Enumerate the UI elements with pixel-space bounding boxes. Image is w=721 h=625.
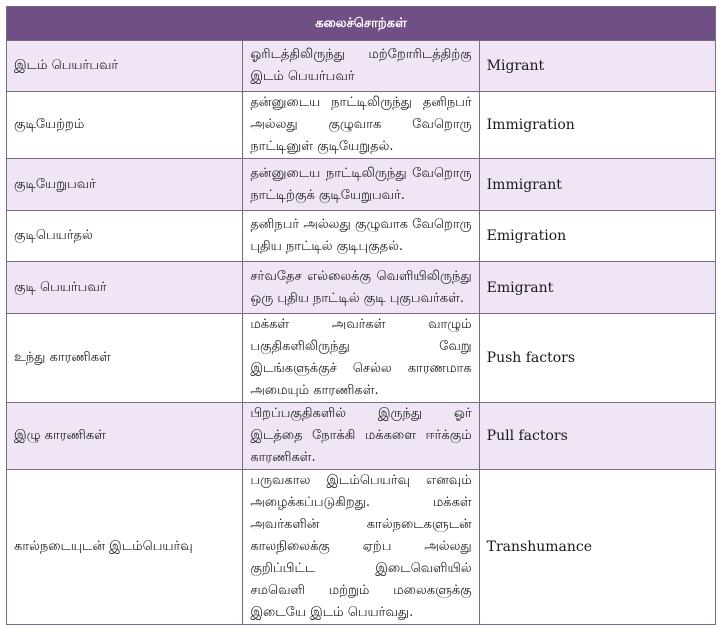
table-row [7,314,716,403]
english-term-cell: Immigration [479,92,715,159]
term-cell: இழு காரணிகள் [7,403,243,470]
table-header: கலைச்சொற்கள் [7,7,716,41]
english-term-cell: Push factors [479,314,715,403]
english-term-cell: Emigrant [479,262,715,314]
definition-cell: தன்னுடைய நாட்டிலிருந்து தனிநபர் அல்லது குழுவாக வேறொரு நாட்டினுள் குடியேறுதல். [243,92,479,159]
definition-cell: ஓரிடத்திலிருந்து மற்றோரிடத்திற்கு இடம் பெயர்பவர் [243,41,479,92]
table-row [7,470,716,625]
english-term-cell: Immigrant [479,159,715,211]
term-cell: குடி பெயர்பவர் [7,262,243,314]
definition-cell: தனிநபர் அல்லது குழுவாக வேறொரு புதிய நாட்டில் குடிபுகுதல். [243,211,479,262]
table-row [7,92,716,159]
english-term-cell: Migrant [479,41,715,92]
term-cell: குடிபெயர்தல் [7,211,243,262]
table-row [7,403,716,470]
term-cell: இடம் பெயர்பவர் [7,41,243,92]
glossary-table [6,6,716,625]
english-term-cell: Emigration [479,211,715,262]
table-row [7,159,716,211]
definition-cell: பிறப்பகுதிகளில் இருந்து ஓர் இடத்தை நோக்கி மக்களை ஈர்க்கும் காரணிகள். [243,403,479,470]
definition-cell: மக்கள் அவர்கள் வாழும் பகுதிகளிலிருந்து வேறு இடங்களுக்குச் செல்ல காரணமாக அமையும் காரணிகள். [243,314,479,403]
table-row [7,262,716,314]
term-cell: குடியேறுபவர் [7,159,243,211]
table-row [7,41,716,92]
definition-cell: தன்னுடைய நாட்டிலிருந்து வேறொரு நாட்டிற்குக் குடியேறுபவர். [243,159,479,211]
term-cell: உந்து காரணிகள் [7,314,243,403]
english-term-cell: Transhumance [479,470,715,625]
definition-cell: சர்வதேச எல்லைக்கு வெளியிலிருந்து ஒரு புதிய நாட்டில் குடி புகுபவர்கள். [243,262,479,314]
english-term-cell: Pull factors [479,403,715,470]
term-cell: குடியேற்றம் [7,92,243,159]
table-row [7,211,716,262]
term-cell: கால்நடையுடன் இடம்பெயர்வு [7,470,243,625]
definition-cell: பருவகால இடம்பெயர்வு எனவும் அழைக்கப்படுகிறது. மக்கள் அவர்களின் கால்நடைகளுடன் காலநிலைக்கு ஏற்ப அல்லது குறிப்பிட்ட இடைவெளியில் சமவெளி மற்றும் மலைகளுக்கு இடையே இடம் பெயர்வது. [243,470,479,625]
